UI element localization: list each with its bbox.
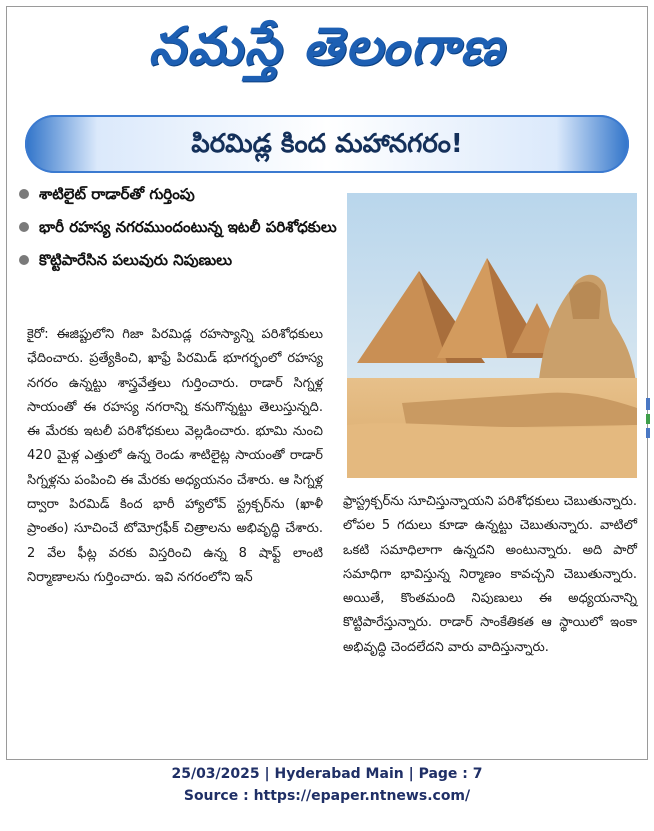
masthead — [7, 11, 647, 83]
footer-source: Source : https://epaper.ntnews.com/ — [183, 788, 471, 804]
bullet-item — [17, 216, 339, 239]
article-body-left: కైరో: ఈజిప్టులోని గిజా పిరమిడ్ల రహస్యాన్ని పరిశోధకులు ఛేదించారు. ప్రత్యేకించి, ఖాఫ్రే పిరమిడ్ భూగర్భంలో రహస్య నగరం ఉన్నట్టు శాస్త్రవేత్తలు గుర్తించారు. రాడార్ సిగ్నళ్ల సాయంతో ఈ రహస్య నగరాన్ని కనుగొన్నట్టు తెలుస్తున్నది. ఈ మేరకు ఇటలీ పరిశోధకులు వెల్లడించారు. భూమి నుంచి 420 మైళ్ల ఎత్తులో ఉన్న రెండు శాటిలైట్ల సాయంతో రాడార్ సిగ్నళ్లను పంపించి ఈ మేరకు అధ్యయనం చేశారు. ఆ సిగ్నళ్ల ద్వారా పిరమిడ్ కింద భారీ హ్యాలోవ్ స్ట్రక్చర్‌ను (ఖాళీ ప్రాంతం) సూచించే టోమోగ్రఫీక్ చిత్రాలను అభివృద్ధి చేశారు. 2 వేల ఫీట్ల వరకు విస్తరించి ఉన్న 8 షాఫ్ట్ లాంటి నిర్మాణాలను గుర్తించారు. ఇవి నగరంలోని ఇన్ — [27, 327, 323, 585]
article-body-right: ఫ్రాస్ట్రక్చర్‌ను సూచిస్తున్నాయని పరిశోధకులు చెబుతున్నారు. లోపల 5 గదులు కూడా ఉన్నట్టు చెబుతున్నారు. వాటిలో ఒకటి సమాధిలాగా ఉన్నదని అంటున్నారు. అది పారో సమాధిగా భావిస్తున్న నిర్మాణం కావచ్చని చెబుతున్నారు. అయితే, కొంతమంది నిపుణులు ఈ అధ్యయనాన్ని కొట్టిపారేస్తున్నారు. రాడార్ సాంకేతికత ఆ స్థాయిలో ఇంకా అభివృద్ధి చెందలేదని వారు వాదిస్తున్నారు. — [343, 494, 637, 655]
bullet-item — [17, 249, 339, 272]
masthead-title: నమస్తే తెలంగాణ — [148, 16, 506, 77]
article-column-right — [343, 490, 637, 660]
bullet-text: శాటిలైట్ రాడార్‌తో గుర్తింపు — [39, 185, 195, 203]
photo-illustration — [347, 193, 637, 478]
bullet-dot-icon — [19, 189, 29, 199]
bullet-list — [17, 183, 339, 282]
headline: పిరమిడ్ల కింద మహానగరం! — [191, 129, 463, 159]
bullet-item — [17, 183, 339, 206]
bullet-text: భారీ రహస్య నగరముందంటున్న ఇటలీ పరిశోధకులు — [39, 218, 337, 236]
article-column-left — [27, 323, 323, 590]
newspaper-clipping — [6, 6, 648, 760]
bullet-text: కొట్టిపారేసిన పలువురు నిపుణులు — [39, 251, 233, 269]
footer-date-edition: 25/03/2025 | Hyderabad Main | Page : 7 — [171, 766, 483, 782]
pyramids-sphinx-photo — [347, 193, 637, 478]
edge-marks — [645, 396, 653, 442]
bullet-dot-icon — [19, 222, 29, 232]
headline-banner — [25, 115, 629, 173]
edge-marks-icon — [645, 396, 653, 442]
footer — [0, 763, 654, 807]
bullet-dot-icon — [19, 255, 29, 265]
